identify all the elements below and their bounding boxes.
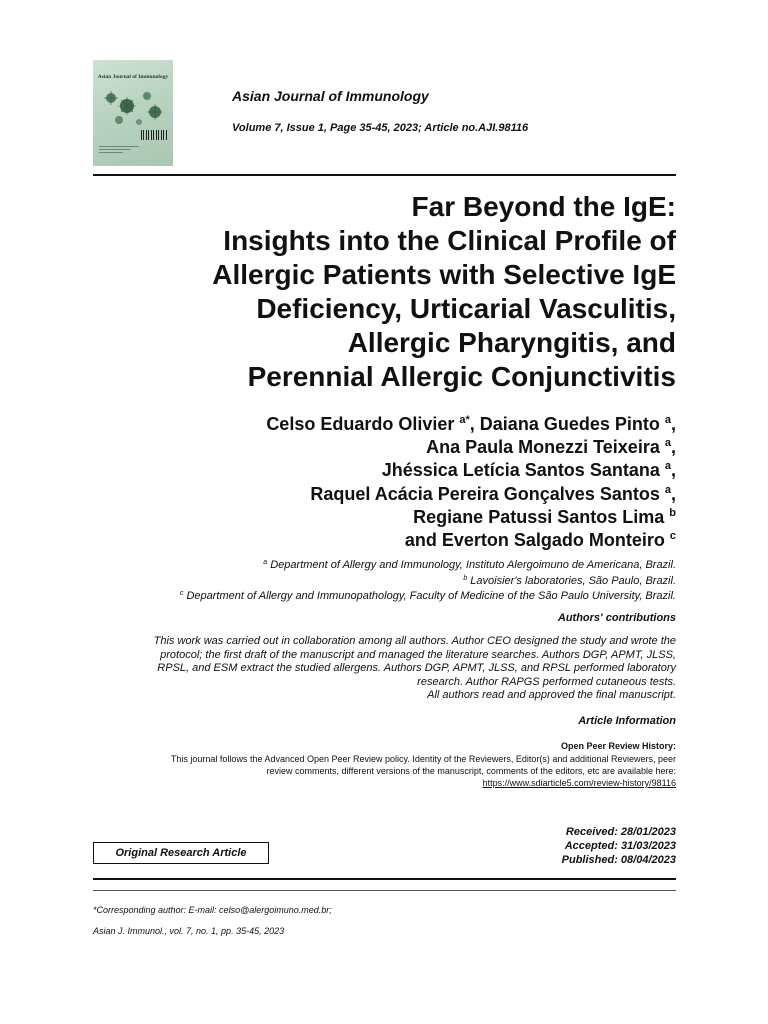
author-name: Regiane Patussi Santos Lima xyxy=(413,506,665,527)
journal-cover-thumbnail xyxy=(93,60,173,166)
affiliation-mark: a xyxy=(664,460,671,473)
affiliation-mark: a xyxy=(664,437,671,450)
corresponding-author-note: *Corresponding author: E-mail: celso@alergoimuno.med.br; xyxy=(93,905,332,915)
affiliation-mark: b xyxy=(669,506,676,519)
cover-title: Asian Journal of Immunology xyxy=(97,74,169,80)
title-line: Allergic Patients with Selective IgE xyxy=(212,259,676,290)
peer-review-heading: Open Peer Review History: xyxy=(560,741,676,751)
affiliation: $^a$ Department of Allergy and Immunology, Instituto Alergoimuno de Americana, Brazil. xyxy=(263,559,676,571)
author-line: Ana Paula Monezzi Teixeira $^a$, xyxy=(426,437,676,458)
peer-review-link[interactable]: https://www.sdiarticle5.com/review-history/98116 xyxy=(482,778,676,788)
author-list xyxy=(76,413,676,552)
article-title xyxy=(76,190,676,394)
article-type-badge: Original Research Article xyxy=(93,842,269,864)
author-line: Jhéssica Letícia Santos Santana $^a$, xyxy=(381,460,676,481)
author-name: Celso Eduardo Olivier xyxy=(266,414,455,434)
affiliation-mark: a* xyxy=(459,414,470,426)
footer-divider-thin xyxy=(93,890,676,891)
author-line xyxy=(76,529,676,552)
title-line: Allergic Pharyngitis, and xyxy=(347,327,676,358)
peer-review-text: This journal follows the Advanced Open Peer Review policy. Identity of the Reviewers, Editor(s) and additional Reviewers, peer review comments, different versions of the manuscript, comments of the editors, etc are available here: https://www.sdiarticle5.com/review-history/98116 xyxy=(170,754,676,788)
affiliation-list xyxy=(56,558,676,605)
author-line: Raquel Acácia Pereira Gonçalves Santos $^a$, xyxy=(310,483,676,504)
title-line: Insights into the Clinical Profile of xyxy=(223,225,676,256)
journal-volume-line: Volume 7, Issue 1, Page 35-45, 2023; Article no.AJI.98116 xyxy=(232,122,529,134)
author-name: Jhéssica Letícia Santos Santana xyxy=(381,460,660,481)
contributions-text: This work was carried out in collaboration among all authors. Author CEO designed the study and wrote the protocol; the first draft of the manuscript and managed the literature searches. Authors DGP, APMT, JLSS, RPSL, and ESM extract the studied allergens. Authors DGP, APMT, JLSS, and RPSL performed laboratory research. Author RAPGS performed cutaneous tests. All authors read and approved the final manuscript. xyxy=(153,635,676,701)
article-info-heading: Article Information xyxy=(578,715,676,727)
title-line: Deficiency, Urticarial Vasculitis, xyxy=(256,293,676,324)
author-name: Raquel Acácia Pereira Gonçalves Santos xyxy=(310,483,660,504)
title-line: Perennial Allergic Conjunctivitis xyxy=(247,361,676,392)
author-name: , Daiana Guedes Pinto xyxy=(469,414,660,434)
affiliation: $^c$ Department of Allergy and Immunopathology, Faculty of Medicine of the São Paulo University, Brazil. xyxy=(179,590,676,602)
footer-divider-thick xyxy=(93,878,676,880)
journal-name: Asian Journal of Immunology xyxy=(232,88,429,104)
published-date: Published: 08/04/2023 xyxy=(561,854,676,866)
accepted-date: Accepted: 31/03/2023 xyxy=(564,840,676,852)
cover-barcode xyxy=(141,130,167,140)
author-line xyxy=(76,506,676,529)
author-line: Celso Eduardo Olivier $^{a*}$, Daiana Guedes Pinto $^a$, xyxy=(266,414,676,434)
cover-text-lines xyxy=(99,146,139,155)
citation-line: Asian J. Immunol., vol. 7, no. 1, pp. 35-45, 2023 xyxy=(93,926,285,936)
article-dates xyxy=(562,825,676,867)
affiliation: $^b$ Lavoisier's laboratories, São Paulo, Brazil. xyxy=(463,574,676,587)
author-name: Ana Paula Monezzi Teixeira xyxy=(426,437,660,458)
affiliation-mark: a xyxy=(664,414,671,426)
affiliation-mark: a xyxy=(664,483,671,496)
contributions-heading: Authors' contributions xyxy=(557,612,676,624)
cover-virus-illustration xyxy=(97,84,169,130)
affiliation-mark: c xyxy=(669,530,676,543)
header-divider xyxy=(93,174,676,176)
received-date: Received: 28/01/2023 xyxy=(565,826,676,838)
title-line: Far Beyond the IgE: xyxy=(411,191,676,222)
author-name: and Everton Salgado Monteiro xyxy=(404,530,665,551)
